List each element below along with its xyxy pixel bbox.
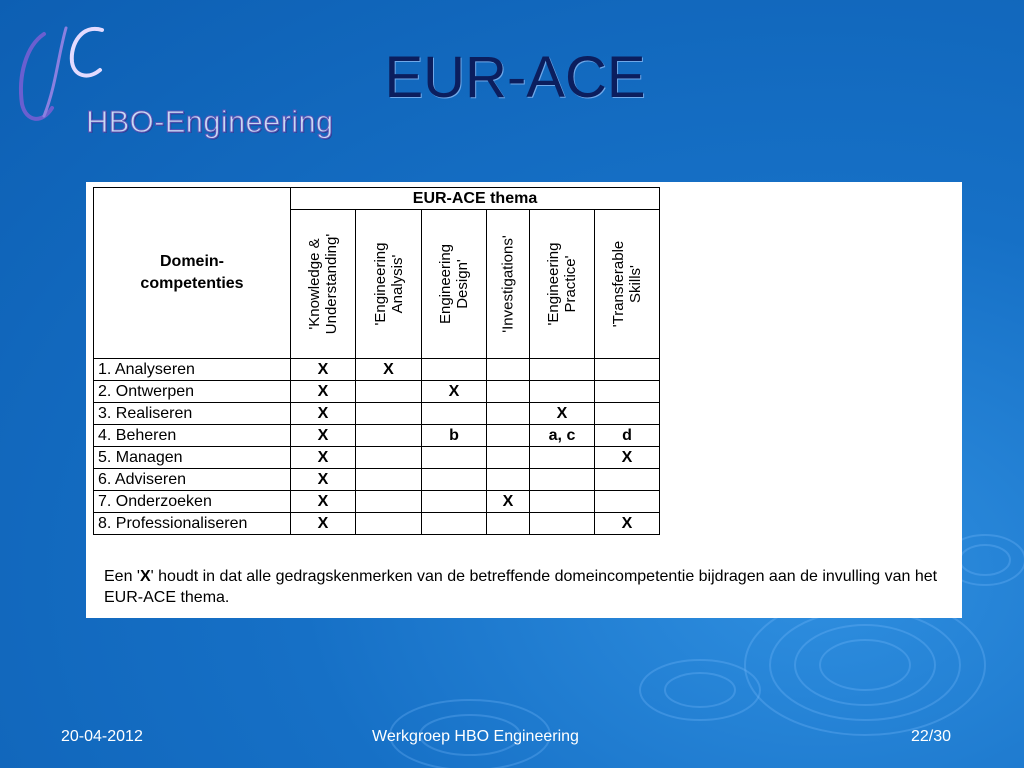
table-row	[94, 513, 660, 535]
table-cell: X	[356, 359, 422, 381]
table-row	[94, 359, 660, 381]
corner-header	[94, 188, 291, 359]
footer-center: Werkgroep HBO Engineering	[372, 728, 579, 745]
corner-line-2: competenties	[140, 275, 244, 292]
competency-matrix	[93, 187, 660, 535]
row-label: 8. Professionaliseren	[94, 513, 291, 535]
table-cell	[487, 469, 530, 491]
row-label: 4. Beheren	[94, 425, 291, 447]
table-cell: X	[291, 425, 356, 447]
column-header-6	[595, 210, 660, 359]
column-header-line: 'Transferable	[610, 240, 627, 328]
table-cell	[530, 381, 595, 403]
column-header-line: 'Knowledge &	[306, 238, 323, 330]
column-header-text	[610, 241, 644, 328]
table-cell	[422, 469, 487, 491]
column-header-2	[356, 210, 422, 359]
column-header-text	[500, 235, 517, 332]
table-row	[94, 469, 660, 491]
row-label: 7. Onderzoeken	[94, 491, 291, 513]
column-header-line: Analysis'	[388, 254, 406, 314]
column-header-5	[530, 210, 595, 359]
table-cell	[422, 513, 487, 535]
note-prefix: Een '	[104, 568, 140, 585]
table-cell	[356, 425, 422, 447]
table-cell	[356, 381, 422, 403]
table-cell	[595, 403, 660, 425]
group-header: EUR-ACE thema	[291, 188, 660, 210]
column-header-text	[372, 243, 406, 326]
table-row	[94, 447, 660, 469]
footer-page: 22/30	[911, 728, 952, 745]
footnote	[104, 566, 954, 608]
note-bold: X	[139, 568, 151, 585]
table-cell: X	[595, 447, 660, 469]
table-cell	[487, 513, 530, 535]
table-cell: X	[291, 491, 356, 513]
column-header-text	[306, 234, 340, 334]
table-cell	[487, 359, 530, 381]
table-cell: X	[291, 359, 356, 381]
row-label: 3. Realiseren	[94, 403, 291, 425]
note-suffix: ' houdt in dat alle gedragskenmerken van de betreffende domeincompetentie bijdragen aan de invulling van het EUR-ACE thema.	[104, 568, 938, 606]
column-header-3	[422, 210, 487, 359]
table-cell	[530, 359, 595, 381]
table-cell: X	[422, 381, 487, 403]
table-cell	[356, 447, 422, 469]
column-header-line: Engineering	[437, 243, 454, 325]
table-row	[94, 381, 660, 403]
table-cell: X	[291, 513, 356, 535]
table-cell: d	[595, 425, 660, 447]
table-cell	[422, 491, 487, 513]
table-panel	[86, 182, 962, 618]
column-header-line: Practice'	[562, 255, 579, 313]
table-cell	[356, 491, 422, 513]
row-label: 6. Adviseren	[94, 469, 291, 491]
table-cell: X	[595, 513, 660, 535]
column-header-line: 'Investigations'	[499, 235, 517, 333]
column-header-text	[545, 243, 579, 326]
column-header-1	[291, 210, 356, 359]
table-cell: X	[291, 447, 356, 469]
table-cell	[487, 447, 530, 469]
table-cell	[530, 447, 595, 469]
table-cell	[487, 425, 530, 447]
row-label: 1. Analyseren	[94, 359, 291, 381]
table-cell: X	[530, 403, 595, 425]
table-cell	[530, 469, 595, 491]
table-cell	[595, 359, 660, 381]
table-cell	[530, 491, 595, 513]
table-cell	[422, 447, 487, 469]
table-cell	[356, 513, 422, 535]
table-cell	[422, 403, 487, 425]
table-cell	[595, 491, 660, 513]
table-cell: X	[291, 403, 356, 425]
table-row	[94, 425, 660, 447]
column-header-line: 'Engineering	[545, 242, 562, 326]
column-header-line: Design'	[454, 259, 471, 309]
table-row	[94, 491, 660, 513]
column-header-line: 'Engineering	[371, 242, 389, 326]
table-cell: X	[291, 469, 356, 491]
table-cell	[595, 381, 660, 403]
column-header-4	[487, 210, 530, 359]
table-cell: b	[422, 425, 487, 447]
row-label: 2. Ontwerpen	[94, 381, 291, 403]
column-header-line: Understanding'	[323, 233, 340, 335]
table-cell	[487, 381, 530, 403]
logo-text: HBO-Engineering	[86, 104, 334, 139]
table-cell	[487, 403, 530, 425]
table-cell	[530, 513, 595, 535]
table-cell	[422, 359, 487, 381]
table-cell: X	[291, 381, 356, 403]
table-cell: X	[487, 491, 530, 513]
corner-line-1: Domein-	[160, 253, 224, 270]
table-cell	[595, 469, 660, 491]
column-header-line: Skills'	[627, 265, 644, 303]
row-label: 5. Managen	[94, 447, 291, 469]
column-header-text	[437, 244, 471, 324]
footer-date: 20-04-2012	[61, 728, 143, 745]
table-cell	[356, 403, 422, 425]
hbo-engineering-logo	[14, 16, 344, 139]
table-cell	[356, 469, 422, 491]
table-row	[94, 403, 660, 425]
slide-title: EUR-ACE	[384, 45, 646, 110]
table-cell: a, c	[530, 425, 595, 447]
